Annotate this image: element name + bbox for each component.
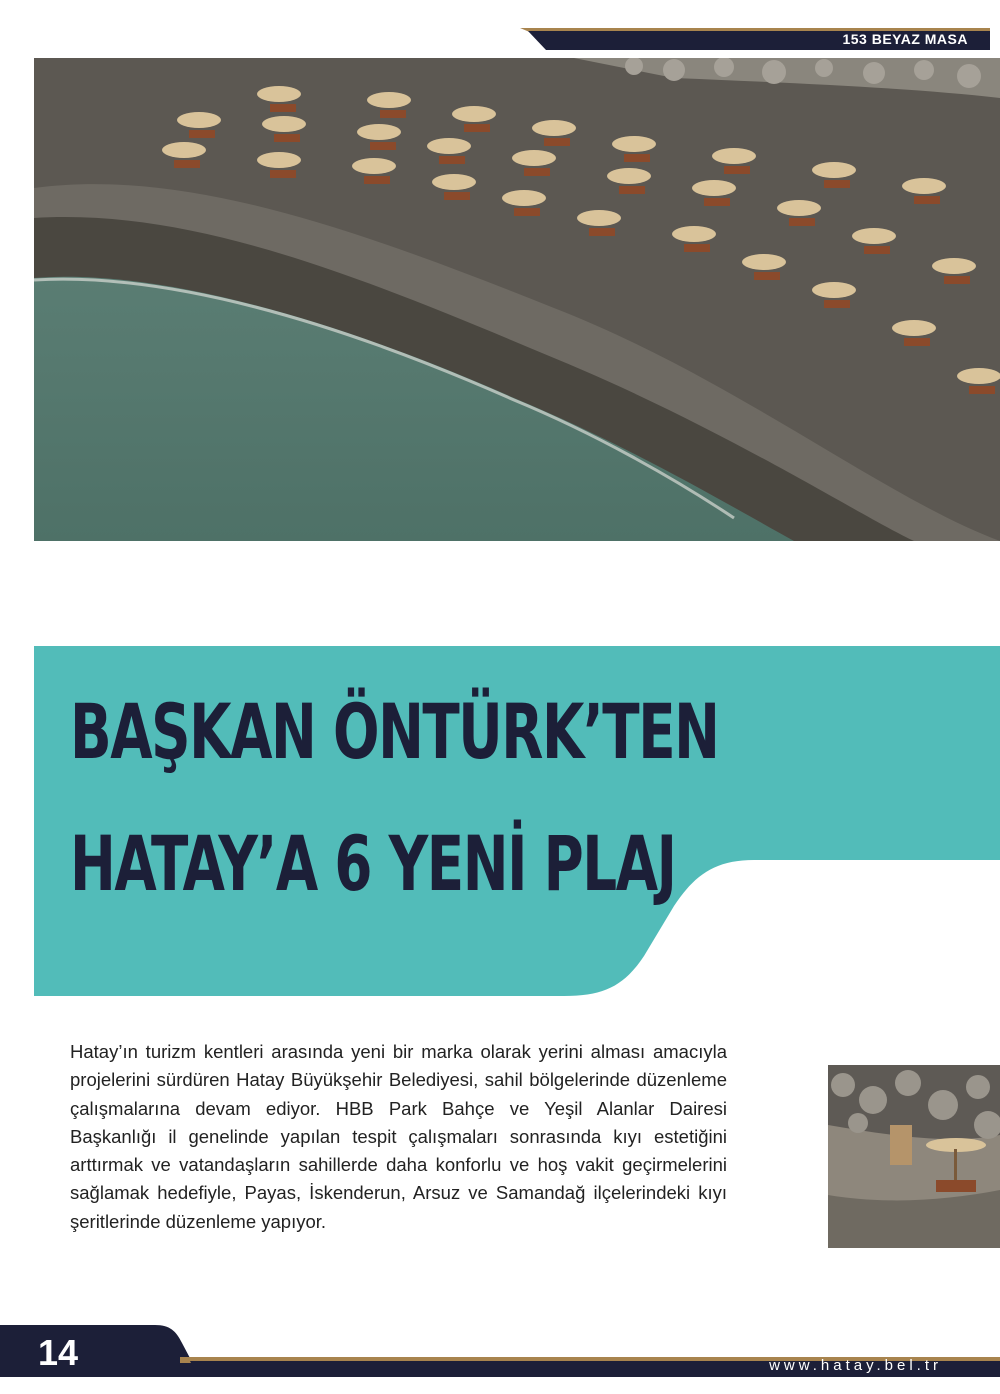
- footer-page-tab: [0, 1325, 200, 1377]
- headline-line-1: BAŞKAN ÖNTÜRK’TEN: [70, 687, 719, 776]
- section-label: 153 BEYAZ MASA: [842, 31, 968, 47]
- website-url: www.hatay.bel.tr: [769, 1357, 942, 1374]
- headline-line-2: HATAY’A 6 YENİ PLAJ: [70, 819, 676, 908]
- article-body: Hatay’ın turizm kentleri arasında yeni bir marka olarak yerini alması amacıyla projelerini sürdüren Hatay Büyükşehir Belediyesi, sahil bölgelerinde düzenleme çalışmalarına devam ediyor. HBB Park Bahçe ve Yeşil Alanlar Dairesi Başkanlığı il genelinde yapılan tespit çalışmaları sonrasında kıyı estetiğini arttırmak ve vatandaşların sahillerde daha konforlu ve hoş vakit geçirmelerini sağlamak hedefiyle, Payas, İskenderun, Arsuz ve Samandağ ilçelerindeki kıyı şeritlerinde düzenleme yapıyor.: [70, 1041, 727, 1232]
- hero-photo: [34, 58, 1000, 541]
- page-number: 14: [38, 1332, 79, 1373]
- side-photo: [828, 1065, 1000, 1248]
